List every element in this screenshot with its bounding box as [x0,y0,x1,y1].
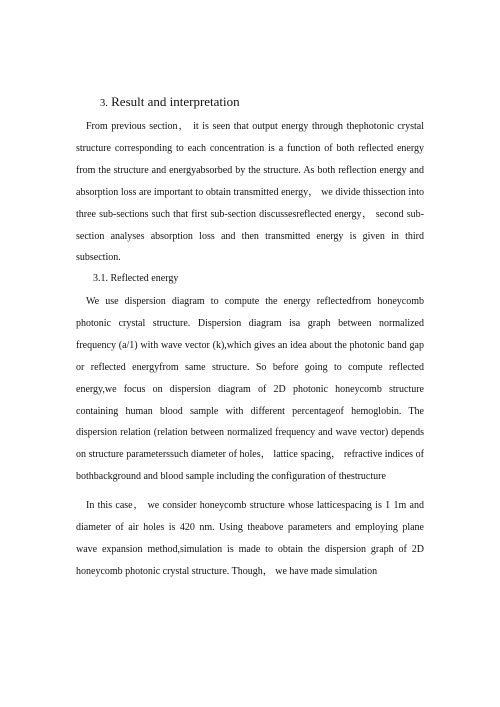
section-heading [100,93,240,113]
paragraph-intro: From previous section， it is seen that output energy through thephotonic crystal structure corresponding to each concentration is a function of both reflected energy from the structure and energyabsorbed by the structure. As both reflection energy and absorption loss are important to obtain transmitted energy， we divide thissection into three sub-sections such that first sub-section discussesreflected energy， second sub-section analyses absorption loss and then transmitted energy is given in third subsection. [76,121,424,264]
section-number: 3. [100,98,108,109]
subsection-heading: 3.1. Reflected energy [93,273,179,284]
paragraph-simulation: In this case， we consider honeycomb structure whose latticespacing is 1 1m and diameter of air holes is 420 nm. Using theabove parameters and employing plane wave expansion method,simulation is made to obtain the dispersion graph of 2D honeycomb photonic crystal structure. Though， we have made simulation [76,500,424,577]
section-title: Result and interpretation [111,94,240,109]
paragraph-dispersion: We use dispersion diagram to compute the energy reflectedfrom honeycomb photonic crystal structure. Dispersion diagram isa graph between normalized frequency (a/1) with wave vector (k),which gives an idea about the photonic band gap or reflected energyfrom same structure. So before going to compute reflected energy,we focus on dispersion diagram of 2D photonic honeycomb structure containing human blood sample with different percentageof hemoglobin. The dispersion relation (relation between normalized frequency and wave vector) depends on structure parameterssuch diameter of holes， lattice spacing， refractive indices of bothbackground and blood sample including the configuration of thestructure [76,296,424,483]
